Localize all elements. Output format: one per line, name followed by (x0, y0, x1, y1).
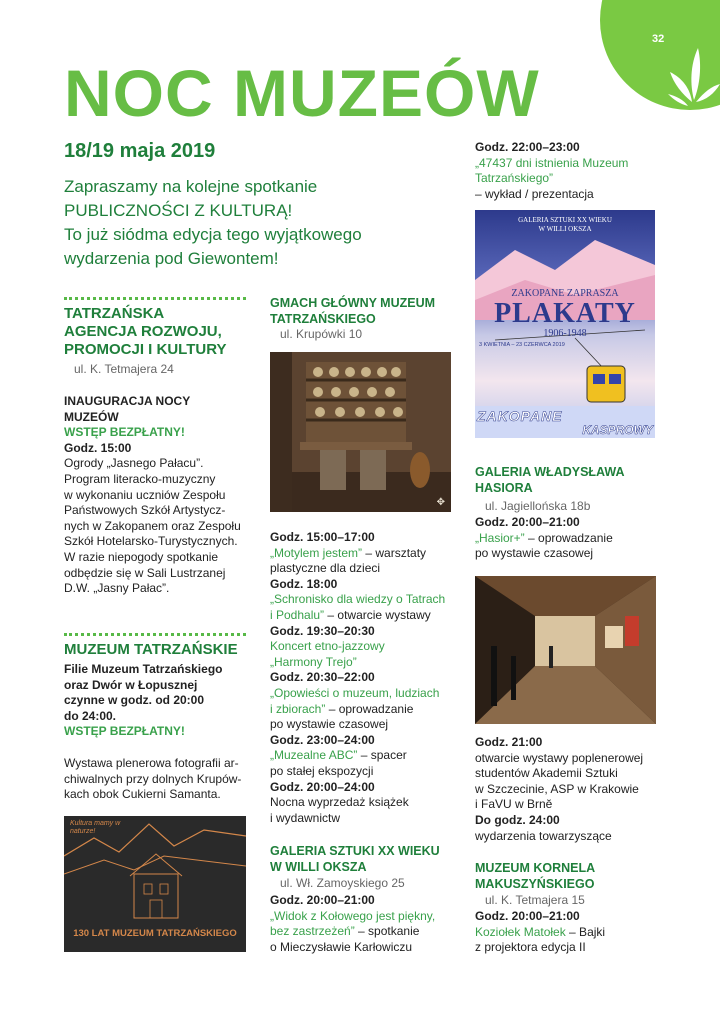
event-time: Godz. 20:00–21:00 (270, 893, 375, 907)
desc-line: w Szczecinie, ASP w Krakowie (475, 781, 639, 796)
schedule-rest: – warsztaty (362, 545, 427, 560)
schedule-rest: po stałej ekspozycji (270, 763, 374, 778)
intro-text (64, 175, 444, 271)
desc-line: studentów Akademii Sztuki (475, 766, 618, 781)
poster-130-lat (64, 816, 246, 952)
desc-line: D.W. „Jasny Pałac”. (64, 581, 170, 596)
free-entry-label: WSTĘP BEZPŁATNY! (64, 724, 185, 739)
poster-bottom1: ZAKOPANE (477, 408, 563, 424)
event-time: Do godz. 24:00 (475, 812, 560, 827)
event-title: „Hasior+” (475, 530, 525, 545)
section-heading-galeria-xx (270, 843, 460, 875)
event-time: Godz. 20:00–21:00 (475, 909, 580, 923)
event-time: Godz. 21:00 (475, 735, 543, 749)
info-line: do 24:00. (64, 708, 117, 723)
event-rest: – spotkanie (354, 924, 420, 939)
intro-line: PUBLICZNOŚCI Z KULTURĄ! (64, 201, 293, 220)
schedule-item (270, 577, 460, 624)
event-rest: – wykład / prezentacja (475, 186, 594, 201)
poster-caption: 130 LAT MUZEUM TATRZAŃSKIEGO (73, 928, 237, 939)
schedule-title: „Motylem jestem” (270, 545, 363, 560)
heading-line: GALERIA SZTUKI XX WIEKU (270, 844, 440, 858)
gallery-illustration (475, 576, 656, 724)
schedule-title: „Harmony Trejo” (270, 654, 357, 669)
desc-line: Szkół Hotelarsko-Turystycznych. (64, 534, 238, 549)
desc-line: nych w Zakopanem oraz Zespołu (64, 518, 241, 533)
schedule-time: Godz. 20:00–24:00 (270, 779, 375, 794)
desc-line: w wykonaniu uczniów Zespołu (64, 487, 226, 502)
desc-line: wydarzenia towarzyszące (475, 828, 612, 843)
event-title-line: MUZEÓW (64, 409, 119, 424)
desc-line: chiwalnych przy dolnych Krupów- (64, 771, 242, 786)
schedule-time: Godz. 20:30–22:00 (270, 670, 375, 685)
schedule-time: Godz. 15:00–17:00 (270, 530, 375, 544)
poster-header-line: GALERIA SZTUKI XX WIEKU (518, 216, 612, 224)
page-title: NOC MUZEÓW (64, 56, 540, 130)
poster-bottom2: KASPROWY (582, 423, 653, 437)
section-heading-hasior (475, 464, 675, 496)
tarr-event (64, 394, 254, 597)
heading-line: TATRZAŃSKA (64, 305, 165, 322)
schedule-item (270, 670, 460, 732)
heading-line: GMACH GŁÓWNY MUZEUM (270, 296, 436, 310)
poster-script: Kultura mamy w naturze! (70, 820, 121, 835)
schedule-rest: – oprowadzanie (325, 701, 414, 716)
intro-line: Zapraszamy na kolejne spotkanie (64, 177, 318, 196)
schedule-title: „Schronisko dla wiedzy o Tatrach (270, 592, 446, 607)
museum-interior-photo (270, 352, 451, 512)
intro-line: wydarzenia pod Giewontem! (64, 249, 279, 268)
heading-line: GALERIA WŁADYSŁAWA (475, 465, 625, 479)
schedule-rest: plastyczne dla dzieci (270, 561, 381, 576)
heading-line: MAKUSZYŃSKIEGO (475, 877, 595, 891)
poster-line1: ZAKOPANE ZAPRASZA (511, 288, 619, 299)
schedule-title: i zbiorach” (270, 701, 326, 716)
schedule-time: Godz. 18:00 (270, 576, 338, 591)
address-galeria-xx: ul. Wł. Zamoyskiego 25 (280, 876, 405, 890)
photo-mark: ✥ (436, 497, 445, 508)
event-rest: o Mieczysławie Karłowiczu (270, 939, 413, 954)
desc-line: Program literacko-muzyczny (64, 471, 216, 486)
heading-line: W WILLI OKSZA (270, 860, 367, 874)
info-line: czynne w godz. od 20:00 (64, 693, 205, 708)
info-line: oraz Dwór w Łopusznej (64, 677, 198, 692)
section-divider (64, 297, 246, 300)
page-number: 32 (652, 33, 665, 45)
event-rest: z projektora edycja II (475, 940, 586, 955)
schedule-item (270, 733, 460, 780)
info-line: Filie Muzeum Tatrzańskiego (64, 662, 223, 676)
muzeum-desc (64, 756, 254, 803)
muzeum-info (64, 662, 254, 740)
event-title: bez zastrzeżeń” (270, 924, 355, 939)
desc-line: otwarcie wystawy poplenerowej (475, 750, 644, 765)
leaf-logo-icon (668, 40, 720, 110)
desc-line: Wystawa plenerowa fotografii ar- (64, 756, 239, 770)
free-entry-label: WSTĘP BEZPŁATNY! (64, 425, 185, 440)
galeria-xx-event (270, 893, 460, 955)
event-date: 18/19 maja 2019 (64, 140, 216, 162)
event-title: Koziołek Matołek (475, 924, 566, 939)
event-title-line: INAUGURACJA NOCY (64, 394, 191, 408)
after-event (475, 735, 675, 844)
event-title: „Widok z Kołowego jest piękny, (270, 908, 436, 923)
interior-illustration (270, 352, 451, 512)
address-gmach: ul. Krupówki 10 (280, 327, 363, 341)
poster-header (475, 216, 655, 234)
desc-line: Państwowych Szkół Artystycz- (64, 503, 226, 518)
event-time: Godz. 22:00–23:00 (475, 140, 580, 154)
event-rest: – Bajki (565, 924, 606, 939)
event-title: „47437 dni istnienia Muzeum (475, 155, 629, 170)
gmach-schedule (270, 530, 460, 826)
schedule-rest: i wydawnictw (270, 810, 341, 825)
schedule-title: Koncert etno-jazzowy (270, 639, 385, 654)
heading-line: MUZEUM KORNELA (475, 861, 596, 875)
kornel-event (475, 909, 675, 956)
desc-line: kach obok Cukierni Samanta. (64, 787, 221, 802)
desc-line: odbędzie się w Sali Lustrzanej (64, 565, 226, 580)
poster-dates: 3 KWIETNIA – 23 CZERWCA 2019 (479, 342, 565, 348)
address-kornel: ul. K. Tetmajera 15 (485, 893, 585, 907)
event-time: Godz. 20:00–21:00 (475, 515, 580, 529)
poster-plakaty (475, 210, 655, 438)
schedule-rest: – otwarcie wystawy (324, 607, 431, 622)
schedule-title: „Muzealne ABC” (270, 748, 358, 763)
event-rest: po wystawie czasowej (475, 546, 594, 561)
schedule-item (270, 780, 460, 827)
top-event (475, 140, 675, 202)
section-heading-gmach (270, 295, 460, 327)
schedule-item (270, 530, 460, 577)
poster-years: 1906-1948 (543, 328, 587, 339)
heading-line: TATRZAŃSKIEGO (270, 312, 376, 326)
poster-line2: PLAKATY (494, 298, 636, 329)
heading-line: AGENCJA ROZWOJU, (64, 323, 222, 340)
schedule-title: „Opowieści o muzeum, ludziach (270, 685, 440, 700)
schedule-time: Godz. 19:30–20:30 (270, 623, 375, 638)
desc-line: W razie niepogody spotkanie (64, 549, 219, 564)
desc-line: i FaVU w Brnĕ (475, 797, 553, 812)
section-heading-kornel (475, 860, 675, 892)
address-hasior: ul. Jagiellońska 18b (485, 499, 591, 513)
schedule-title: i Podhalu” (270, 607, 325, 622)
section-heading-muzeum: MUZEUM TATRZAŃSKIE (64, 641, 238, 658)
section-heading-tarr (64, 305, 254, 359)
schedule-time: Godz. 23:00–24:00 (270, 732, 375, 747)
event-time: Godz. 15:00 (64, 440, 132, 455)
hasior-event (475, 515, 675, 562)
schedule-rest: po wystawie czasowej (270, 717, 389, 732)
event-title: Tatrzańskiego” (475, 171, 554, 186)
gallery-photo (475, 576, 656, 724)
schedule-rest: – spacer (357, 748, 407, 763)
intro-line: To już siódma edycja tego wyjątkowego (64, 225, 362, 244)
heading-line: PROMOCJI I KULTURY (64, 341, 227, 358)
schedule-item (270, 624, 460, 671)
desc-line: Ogrody „Jasnego Pałacu”. (64, 456, 204, 471)
heading-line: HASIORA (475, 481, 533, 495)
section-divider (64, 633, 246, 636)
schedule-rest: Nocna wyprzedaż książek (270, 795, 409, 810)
poster-header-line: W WILLI OKSZA (538, 225, 592, 233)
address-tarr: ul. K. Tetmajera 24 (74, 362, 174, 376)
event-rest: – oprowadzanie (524, 530, 613, 545)
